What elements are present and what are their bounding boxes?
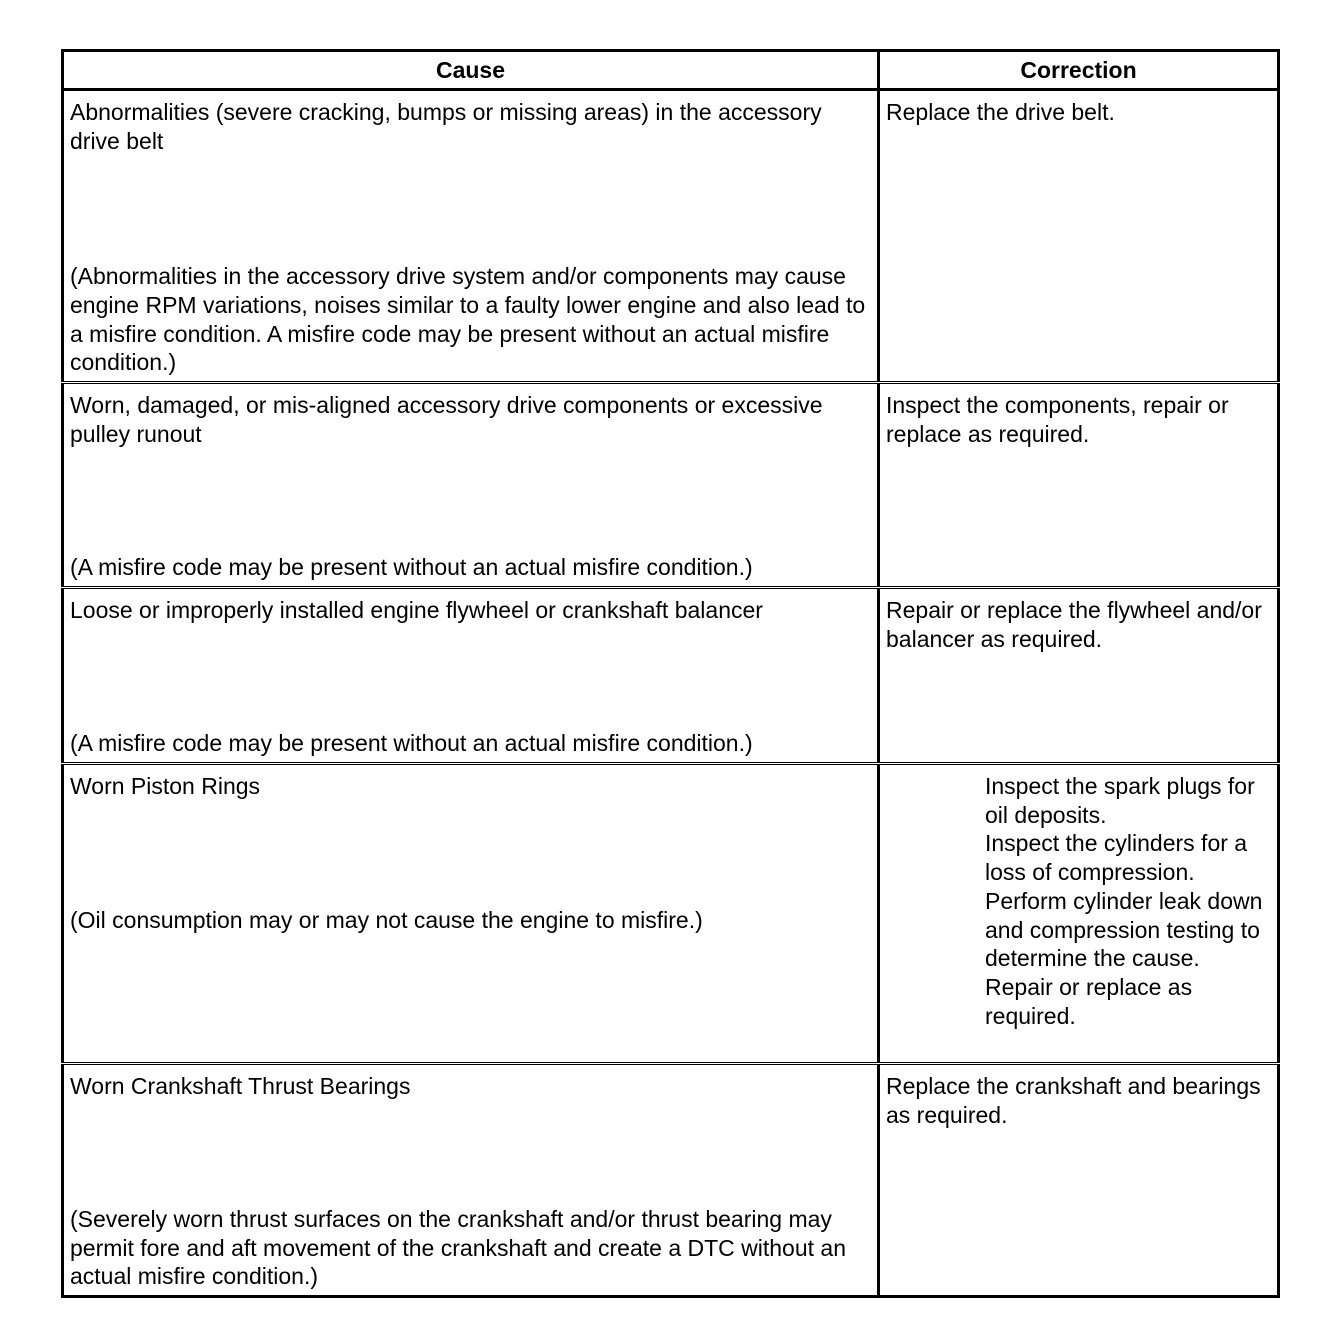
correction-step: Inspect the spark plugs for oil deposits. — [985, 773, 1255, 828]
correction-text: Repair or replace the flywheel and/or balancer as required. — [886, 597, 1262, 652]
correction-text: Inspect the components, repair or replace as required. — [886, 392, 1229, 447]
cause-column-header: Cause — [63, 51, 879, 90]
cause-text: Worn, damaged, or mis-aligned accessory drive components or excessive pulley runout — [70, 392, 823, 447]
cause-note: (A misfire code may be present without an actual misfire condition.) — [70, 730, 753, 757]
cause-cell — [63, 383, 879, 588]
table-row — [63, 764, 1279, 1064]
correction-step: Inspect the cylinders for a loss of compression. — [985, 830, 1248, 886]
correction-text: Replace the crankshaft and bearings as required. — [886, 1073, 1261, 1128]
header-row — [63, 51, 1279, 90]
correction-cell — [879, 588, 1279, 764]
table-row — [63, 383, 1279, 588]
cause-text: Loose or improperly installed engine flywheel or crankshaft balancer — [70, 597, 763, 623]
cause-text: Abnormalities (severe cracking, bumps or missing areas) in the accessory drive belt — [70, 99, 822, 154]
table-row — [63, 1064, 1279, 1297]
correction-text: Replace the drive belt. — [886, 99, 1115, 125]
cause-text: Worn Piston Rings — [70, 773, 261, 799]
cause-cell — [63, 90, 879, 383]
table-row — [63, 588, 1279, 764]
cause-cell — [63, 588, 879, 764]
correction-cell — [879, 90, 1279, 383]
correction-steps — [886, 772, 1271, 1030]
cause-note: (Severely worn thrust surfaces on the crankshaft and/or thrust bearing may permit fore and aft movement of the crankshaft and create a DTC without an actual misfire condition.) — [70, 1205, 847, 1290]
correction-cell — [879, 764, 1279, 1064]
cause-note: (A misfire code may be present without an actual misfire condition.) — [70, 554, 753, 581]
cause-cell — [63, 1064, 879, 1297]
table-row — [63, 90, 1279, 383]
symptom-table — [61, 49, 1280, 1298]
cause-text: Worn Crankshaft Thrust Bearings — [70, 1073, 411, 1099]
correction-step: Perform cylinder leak down and compression testing to determine the cause. — [985, 887, 1263, 972]
correction-cell — [879, 1064, 1279, 1297]
cause-note: (Oil consumption may or may not cause the engine to misfire.) — [70, 907, 703, 933]
correction-step: Repair or replace as required. — [985, 973, 1193, 1029]
correction-cell — [879, 383, 1279, 588]
cause-cell — [63, 764, 879, 1064]
cause-note: (Abnormalities in the accessory drive system and/or components may cause engine RPM variations, noises similar to a faulty lower engine and also lead to a misfire condition. A misfire code may be present without an actual misfire condition.) — [70, 263, 866, 376]
correction-column-header: Correction — [879, 51, 1279, 90]
